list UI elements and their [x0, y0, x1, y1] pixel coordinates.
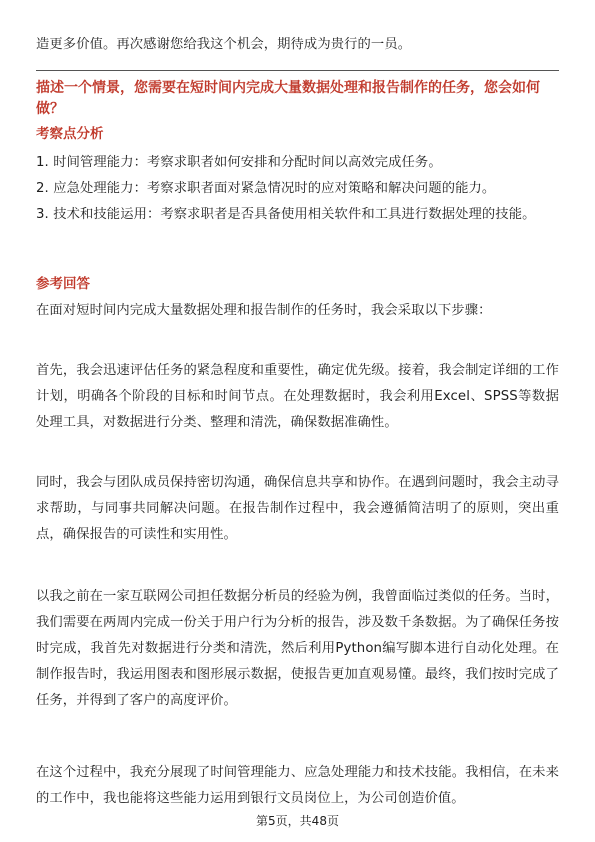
- section-divider: [36, 70, 559, 71]
- answer-paragraph: 以我之前在一家互联网公司担任数据分析员的经验为例，我曾面临过类似的任务。当时，我们需要在两周内完成一份关于用户行为分析的报告，涉及数千条数据。为了确保任务按时完成，我首先对数据进行分类和清洗，然后利用Python编写脚本进行自动化处理。在制作报告时，我运用图表和图形展示数据，使报告更加直观易懂。最终，我们按时完成了任务，并得到了客户的高度评价。: [36, 589, 559, 708]
- answer-paragraph: 在这个过程中，我充分展现了时间管理能力、应急处理能力和技术技能。我相信，在未来的工作中，我也能将这些能力运用到银行文员岗位上，为公司创造价值。: [36, 765, 559, 806]
- answer-paragraph: 首先，我会迅速评估任务的紧急程度和重要性，确定优先级。接着，我会制定详细的工作计划，明确各个阶段的目标和时间节点。在处理数据时，我会利用Excel、SPSS等数据处理工具，对数据进行分类、整理和清洗，确保数据准确性。: [36, 363, 559, 430]
- answer-heading: 参考回答: [36, 276, 90, 292]
- answer-paragraph: 同时，我会与团队成员保持密切沟通，确保信息共享和协作。在遇到问题时，我会主动寻求帮助，与同事共同解决问题。在报告制作过程中，我会遵循简洁明了的原则，突出重点，确保报告的可读性和实用性。: [36, 475, 559, 542]
- page-number: 第5页，共48页: [256, 814, 339, 828]
- previous-answer-ending: 造更多价值。再次感谢您给我这个机会，期待成为贵行的一员。: [36, 37, 412, 52]
- analysis-item: 3. 技术和技能运用：考察求职者是否具备使用相关软件和工具进行数据处理的技能。: [36, 207, 536, 222]
- analysis-item: 2. 应急处理能力：考察求职者面对紧急情况时的应对策略和解决问题的能力。: [36, 181, 496, 196]
- answer-para: [36, 470, 559, 548]
- answer-paragraph: 在面对短时间内完成大量数据处理和报告制作的任务时，我会采取以下步骤：: [36, 303, 492, 318]
- answer-para: [36, 584, 559, 714]
- answer-para: [36, 358, 559, 436]
- question-heading: 描述一个情景，您需要在短时间内完成大量数据处理和报告制作的任务，您会如何做？: [36, 80, 540, 117]
- analysis-list: [36, 150, 559, 228]
- answer-para: [36, 298, 559, 324]
- analysis-heading: 考察点分析: [36, 126, 104, 142]
- analysis-item: 1. 时间管理能力：考察求职者如何安排和分配时间以高效完成任务。: [36, 155, 442, 170]
- answer-para: [36, 760, 559, 812]
